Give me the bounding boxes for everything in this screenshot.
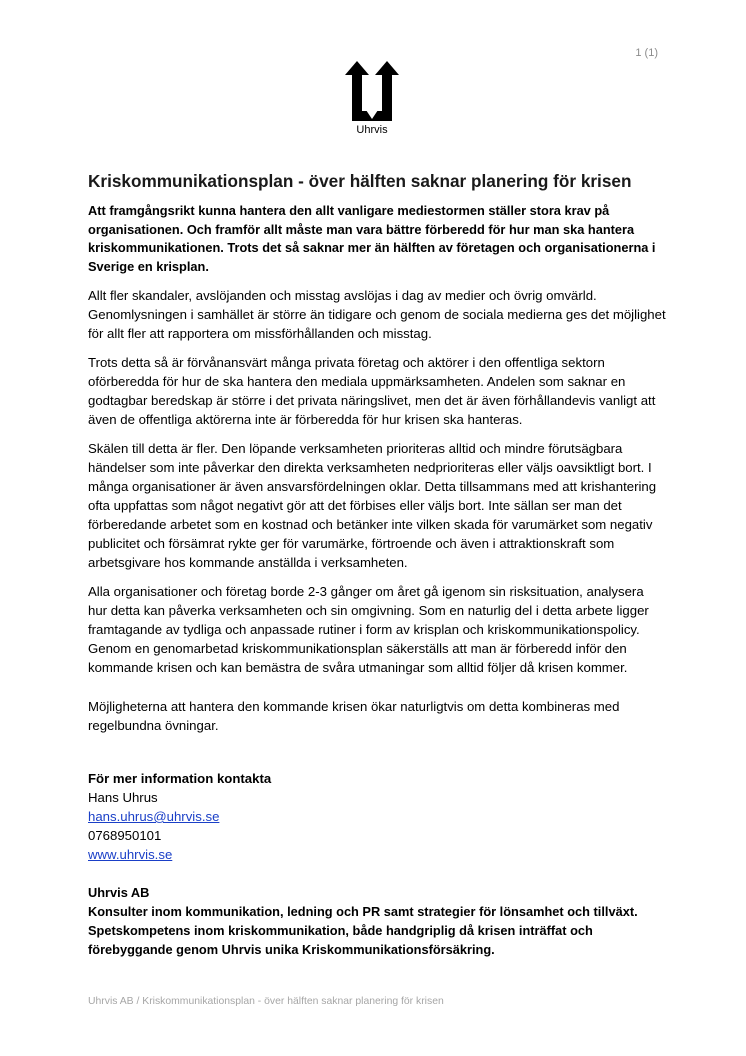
contact-email-link[interactable]: hans.uhrus@uhrvis.se [88, 809, 220, 824]
contact-block [88, 769, 666, 864]
body-paragraph-1: Allt fler skandaler, avslöjanden och misstag avslöjas i dag av medier och övrig omvärld. Genomlysningen i samhället är större än tidigare och genom de sociala medierna ges det möjlighet för allt fler att rapportera om missförhållanden och misstag. [88, 288, 666, 341]
page-number: 1 (1) [635, 47, 658, 59]
company-name: Uhrvis AB [88, 885, 150, 900]
contact-heading: För mer information kontakta [88, 771, 272, 786]
company-block [88, 883, 666, 959]
lead-paragraph: Att framgångsrikt kunna hantera den allt vanligare mediestormen ställer stora krav på organisationen. Och framför allt måste man vara bättre förberedd för hur man ska hantera kriskommunikationen. Trots det så saknar mer än hälften av företagen och organisationerna i Sverige en krisplan. [88, 203, 656, 274]
body-paragraph-3: Skälen till detta är fler. Den löpande verksamheten prioriteras alltid och mindre förutsägbara händelser som inte påverkar den direkta verksamheten nedprioriteras eller väljs oavsiktligt bort. I många organisationer är även ansvarsfördelningen oklar. Detta tillsammans med att krishantering ofta uppfattas som något negativt gör att det förbises eller väljs bort. Inte sällan ser man det förberedande arbetet som en kostnad och betänker inte vilken skada för varumärket som negativ publicitet och försämrat rykte ger för varumärke, förtroende och även i attraktionskraft som arbetsgivare hos kommande anställda i verksamheten. [88, 441, 657, 570]
document-title: Kriskommunikationsplan - över hälften saknar planering för krisen [88, 171, 632, 191]
page-footer: Uhrvis AB / Kriskommunikationsplan - över hälften saknar planering för krisen [88, 996, 444, 1007]
company-logo [343, 61, 401, 141]
logo-text: Uhrvis [356, 124, 388, 136]
company-description-2: Spetskompetens inom kriskommunikation, både handgriplig då krisen inträffat och förebyggande genom Uhrvis unika Kriskommunikationsförsäkring. [88, 923, 593, 957]
contact-phone: 0768950101 [88, 828, 162, 843]
body-paragraph-4: Alla organisationer och företag borde 2-3 gånger om året gå igenom sin risksituation, analysera hur detta kan påverka verksamheten och sin omgivning. Som en naturlig del i detta arbete ligger framtagande av tydliga och anpassade rutiner i form av krisplan och kriskommunikationspolicy. Genom en genomarbetad kriskommunikationsplan säkerställs att man är förberedd inför den kommande krisen och kan bemästra de svåra utmaningar som alltid följer då krisen kommer. [88, 584, 649, 675]
body-paragraph-2: Trots detta så är förvånansvärt många privata företag och aktörer i den offentliga sektorn oförberedda för hur de ska hantera den mediala uppmärksamheten. Andelen som saknar en godtagbar beredskap är större i det privata näringslivet, men det är även förhållandevis vanligt att även de offentliga aktörerna inte är förberedda för hur krisen ska hanteras. [88, 355, 656, 427]
company-description-1: Konsulter inom kommunikation, ledning och PR samt strategier för lönsamhet och tillväxt. [88, 904, 638, 919]
document-body [88, 170, 666, 959]
contact-name: Hans Uhrus [88, 790, 158, 805]
website-link[interactable]: www.uhrvis.se [88, 847, 173, 862]
up-down-arrows-logo-icon [343, 61, 401, 121]
closing-paragraph: Möjligheterna att hantera den kommande krisen ökar naturligtvis om detta kombineras med regelbundna övningar. [88, 699, 620, 733]
